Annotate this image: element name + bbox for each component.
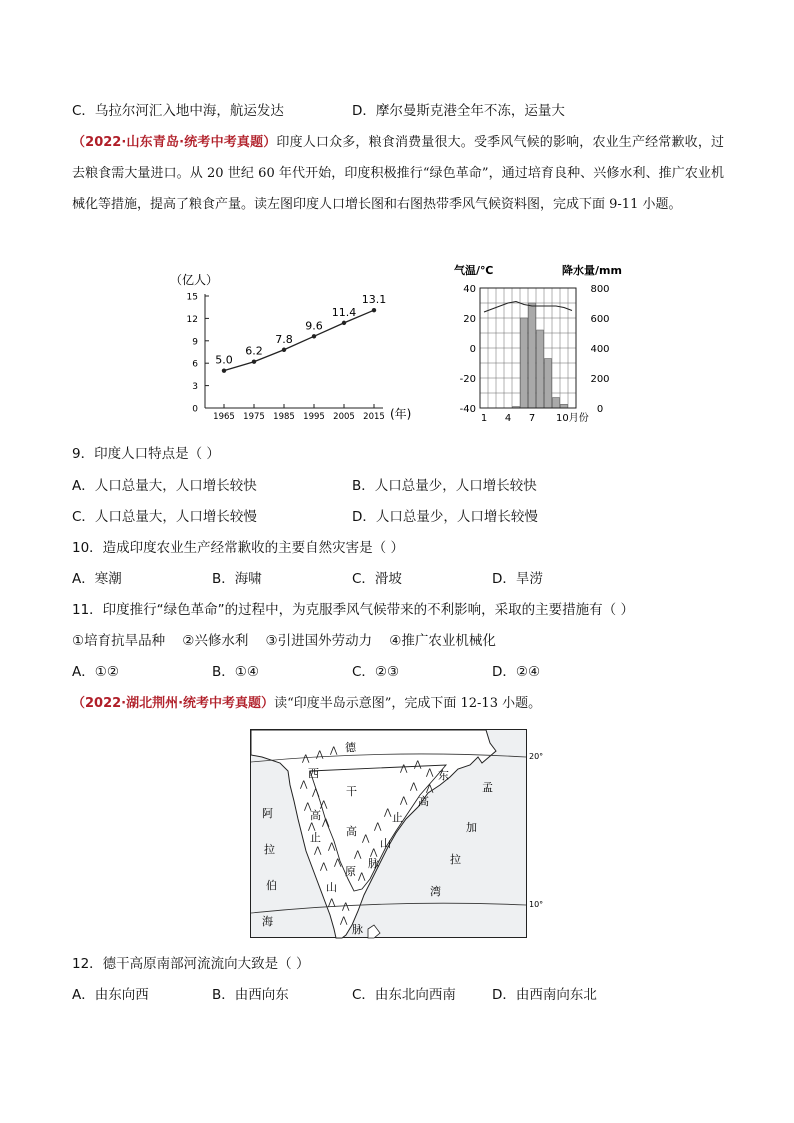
intro-text-2: 读“印度半岛示意图”，完成下面 12-13 小题。 <box>274 696 542 711</box>
precip-tick-label: 0 <box>596 404 604 415</box>
precip-bar <box>529 303 536 408</box>
q10-option-d[interactable]: D．旱涝 <box>492 571 543 587</box>
temp-tick-label: 40 <box>463 284 476 295</box>
temp-tick-label: -20 <box>459 374 476 385</box>
bay-4: 湾 <box>430 885 441 898</box>
mountain-glyph: ⋀ <box>358 872 366 882</box>
mountain-glyph: ⋀ <box>426 768 434 778</box>
q10-option-a[interactable]: A．寒潮 <box>72 571 122 587</box>
pop-point <box>342 321 346 325</box>
intro-paragraph-12-13 <box>72 688 724 719</box>
precip-tick-label: 600 <box>590 314 610 325</box>
bay-2: 加 <box>466 821 477 834</box>
mountain-glyph: ⋀ <box>304 802 312 812</box>
pop-ytick-label: 15 <box>186 292 198 303</box>
pop-ytick-label: 3 <box>192 382 198 393</box>
q12-option-d[interactable]: D．由西南向东北 <box>492 987 597 1003</box>
mountain-glyph: ⋀ <box>354 850 362 860</box>
bay-3: 拉 <box>450 853 461 866</box>
source-label: （2022·山东青岛·统考中考真题） <box>72 135 277 150</box>
precip-tick-label: 800 <box>590 284 610 295</box>
clim-xtick-label: 1 <box>480 413 488 424</box>
label-de: 德 <box>345 741 356 754</box>
label-gan: 干 <box>346 785 357 798</box>
mountain-glyph: ⋀ <box>314 846 322 856</box>
mountain-glyph: ⋀ <box>308 822 316 832</box>
q9-stem: 9．印度人口特点是（ ） <box>72 446 220 462</box>
temp-axis-label: 气温/℃ <box>454 264 494 277</box>
q12-stem: 12．德干高原南部河流流向大致是（ ） <box>72 956 310 972</box>
pop-value-label: 9.6 <box>305 319 323 333</box>
mountain-glyph: ⋀ <box>330 746 338 756</box>
eg-3: 止 <box>392 811 403 824</box>
pop-xtick-label: 2015 <box>363 412 385 422</box>
pop-point <box>252 360 256 364</box>
q9-option-b[interactable]: B．人口总量少，人口增长较快 <box>352 478 537 494</box>
precip-axis-label: 降水量/mm <box>562 264 622 277</box>
temp-tick-label: 20 <box>463 314 476 325</box>
pop-xtick-label: 1995 <box>303 412 325 422</box>
pop-point <box>372 308 376 312</box>
sea-1: 阿 <box>262 807 273 820</box>
mountain-glyph: ⋀ <box>322 818 330 828</box>
eg-1: 东 <box>438 769 449 782</box>
q10-option-c[interactable]: C．滑坡 <box>352 571 402 587</box>
precip-bar <box>553 398 560 409</box>
pop-value-label: 13.1 <box>361 293 387 307</box>
bay-1: 孟 <box>482 781 493 794</box>
mountain-glyph: ⋀ <box>370 848 378 858</box>
q8-option-c: C．乌拉尔河汇入地中海，航运发达 <box>72 103 284 119</box>
q10-option-b[interactable]: B．海啸 <box>212 571 262 587</box>
clim-xtick-label: 7 <box>528 413 536 424</box>
mountain-glyph: ⋀ <box>410 782 418 792</box>
pop-value-label: 6.2 <box>245 344 263 358</box>
pop-point <box>222 368 226 372</box>
population-chart <box>168 266 428 428</box>
precip-tick-label: 400 <box>590 344 610 355</box>
pop-ytick-label: 12 <box>186 314 198 325</box>
mountain-glyph: ⋀ <box>426 784 434 794</box>
mountain-glyph: ⋀ <box>342 902 350 912</box>
pop-xtick-label: 1965 <box>213 412 235 422</box>
precip-tick-label: 200 <box>590 374 610 385</box>
pop-ytick-label: 6 <box>192 359 198 370</box>
wg-1: 西 <box>308 767 319 780</box>
q11-option-b[interactable]: B．①④ <box>212 664 259 680</box>
wg-2: 高 <box>310 809 321 822</box>
mountain-glyph: ⋀ <box>302 754 310 764</box>
q10-stem: 10．造成印度农业生产经常歉收的主要自然灾害是（ ） <box>72 540 404 556</box>
temp-tick-label: -40 <box>459 404 476 415</box>
mountain-glyph: ⋀ <box>414 760 422 770</box>
q9-option-c[interactable]: C．人口总量大，人口增长较慢 <box>72 509 257 525</box>
eg-2: 高 <box>418 795 429 808</box>
latitude-10: 10° <box>529 900 544 909</box>
mountain-glyph: ⋀ <box>400 764 408 774</box>
sea-4: 海 <box>262 915 273 928</box>
mountain-glyph: ⋀ <box>400 796 408 806</box>
mountain-glyph: ⋀ <box>320 862 328 872</box>
pop-value-label: 5.0 <box>215 353 233 367</box>
sea-3: 伯 <box>266 879 277 892</box>
india-peninsula-map <box>250 729 546 939</box>
latitude-20: 20° <box>529 752 544 761</box>
population-series-line <box>224 310 374 370</box>
wg-4: 山 <box>326 881 337 894</box>
population-y-label: （亿人） <box>170 273 219 287</box>
mountain-glyph: ⋀ <box>312 788 320 798</box>
q11-option-a[interactable]: A．①② <box>72 664 119 680</box>
mountain-glyph: ⋀ <box>328 842 336 852</box>
eg-4: 山 <box>380 837 391 850</box>
sea-2: 拉 <box>264 843 275 856</box>
q8-option-d: D．摩尔曼斯克港全年不冻，运量大 <box>352 103 565 119</box>
mountain-glyph: ⋀ <box>334 858 342 868</box>
precip-bar <box>545 359 552 409</box>
pop-point <box>312 334 316 338</box>
precip-bar <box>537 330 544 408</box>
precip-bar <box>521 318 528 408</box>
pop-xtick-label: 2005 <box>333 412 355 422</box>
climate-chart <box>450 258 630 426</box>
q11-option-c[interactable]: C．②③ <box>352 664 400 680</box>
pop-xtick-label: 1985 <box>273 412 295 422</box>
q11-stem: 11．印度推行“绿色革命”的过程中，为克服季风气候带来的不利影响，采取的主要措施有（ ） <box>72 602 634 618</box>
mountain-glyph: ⋀ <box>384 808 392 818</box>
pop-xtick-label: 1975 <box>243 412 265 422</box>
q11-option-d[interactable]: D．②④ <box>492 664 541 680</box>
label-gao: 高 <box>346 825 357 838</box>
pop-ytick-label: 0 <box>192 404 198 415</box>
q11-items: ①培育抗旱品种 ②兴修水利 ③引进国外劳动力 ④推广农业机械化 <box>72 633 496 649</box>
wg-3: 止 <box>310 831 321 844</box>
q12-option-c[interactable]: C．由东北向西南 <box>352 987 456 1003</box>
source-label-2: （2022·湖北荆州·统考中考真题） <box>72 696 275 711</box>
mountain-glyph: ⋀ <box>316 750 324 760</box>
clim-xtick-label: 10月份 <box>556 413 589 424</box>
intro-text: 印度人口众多，粮食消费量很大。受季风气候的影响，农业生产经常歉收，过去粮食需大量进口。从 20 世纪 60 年代开始，印度积极推行“绿色革命”，通过培育良种、兴修水利、推广农业机械化等措施，提高了粮食产量。读左图印度人口增长图和右图热带季风气候资料图，完成下面 9-11 小题。 <box>72 135 724 212</box>
pop-value-label: 11.4 <box>331 305 357 319</box>
pop-ytick-label: 9 <box>192 337 198 348</box>
mountain-glyph: ⋀ <box>328 898 336 908</box>
temp-tick-label: 0 <box>469 344 476 355</box>
pop-point <box>282 348 286 352</box>
label-yuan: 原 <box>345 865 356 878</box>
pop-value-label: 7.8 <box>275 332 293 346</box>
q9-option-d[interactable]: D．人口总量少，人口增长较慢 <box>352 509 538 525</box>
mountain-glyph: ⋀ <box>300 780 308 790</box>
mountain-glyph: ⋀ <box>340 916 348 926</box>
eg-5: 脉 <box>368 857 379 870</box>
wg-5: 脉 <box>352 923 363 936</box>
population-x-label: (年) <box>390 407 412 421</box>
q12-option-b[interactable]: B．由西向东 <box>212 987 289 1003</box>
q9-option-a[interactable]: A．人口总量大，人口增长较快 <box>72 478 257 494</box>
q12-option-a[interactable]: A．由东向西 <box>72 987 149 1003</box>
clim-xtick-label: 4 <box>504 413 512 424</box>
mountain-glyph: ⋀ <box>320 800 328 810</box>
precip-bar <box>561 404 568 408</box>
mountain-glyph: ⋀ <box>362 834 370 844</box>
intro-paragraph-9-11 <box>72 127 724 220</box>
mountain-glyph: ⋀ <box>374 822 382 832</box>
